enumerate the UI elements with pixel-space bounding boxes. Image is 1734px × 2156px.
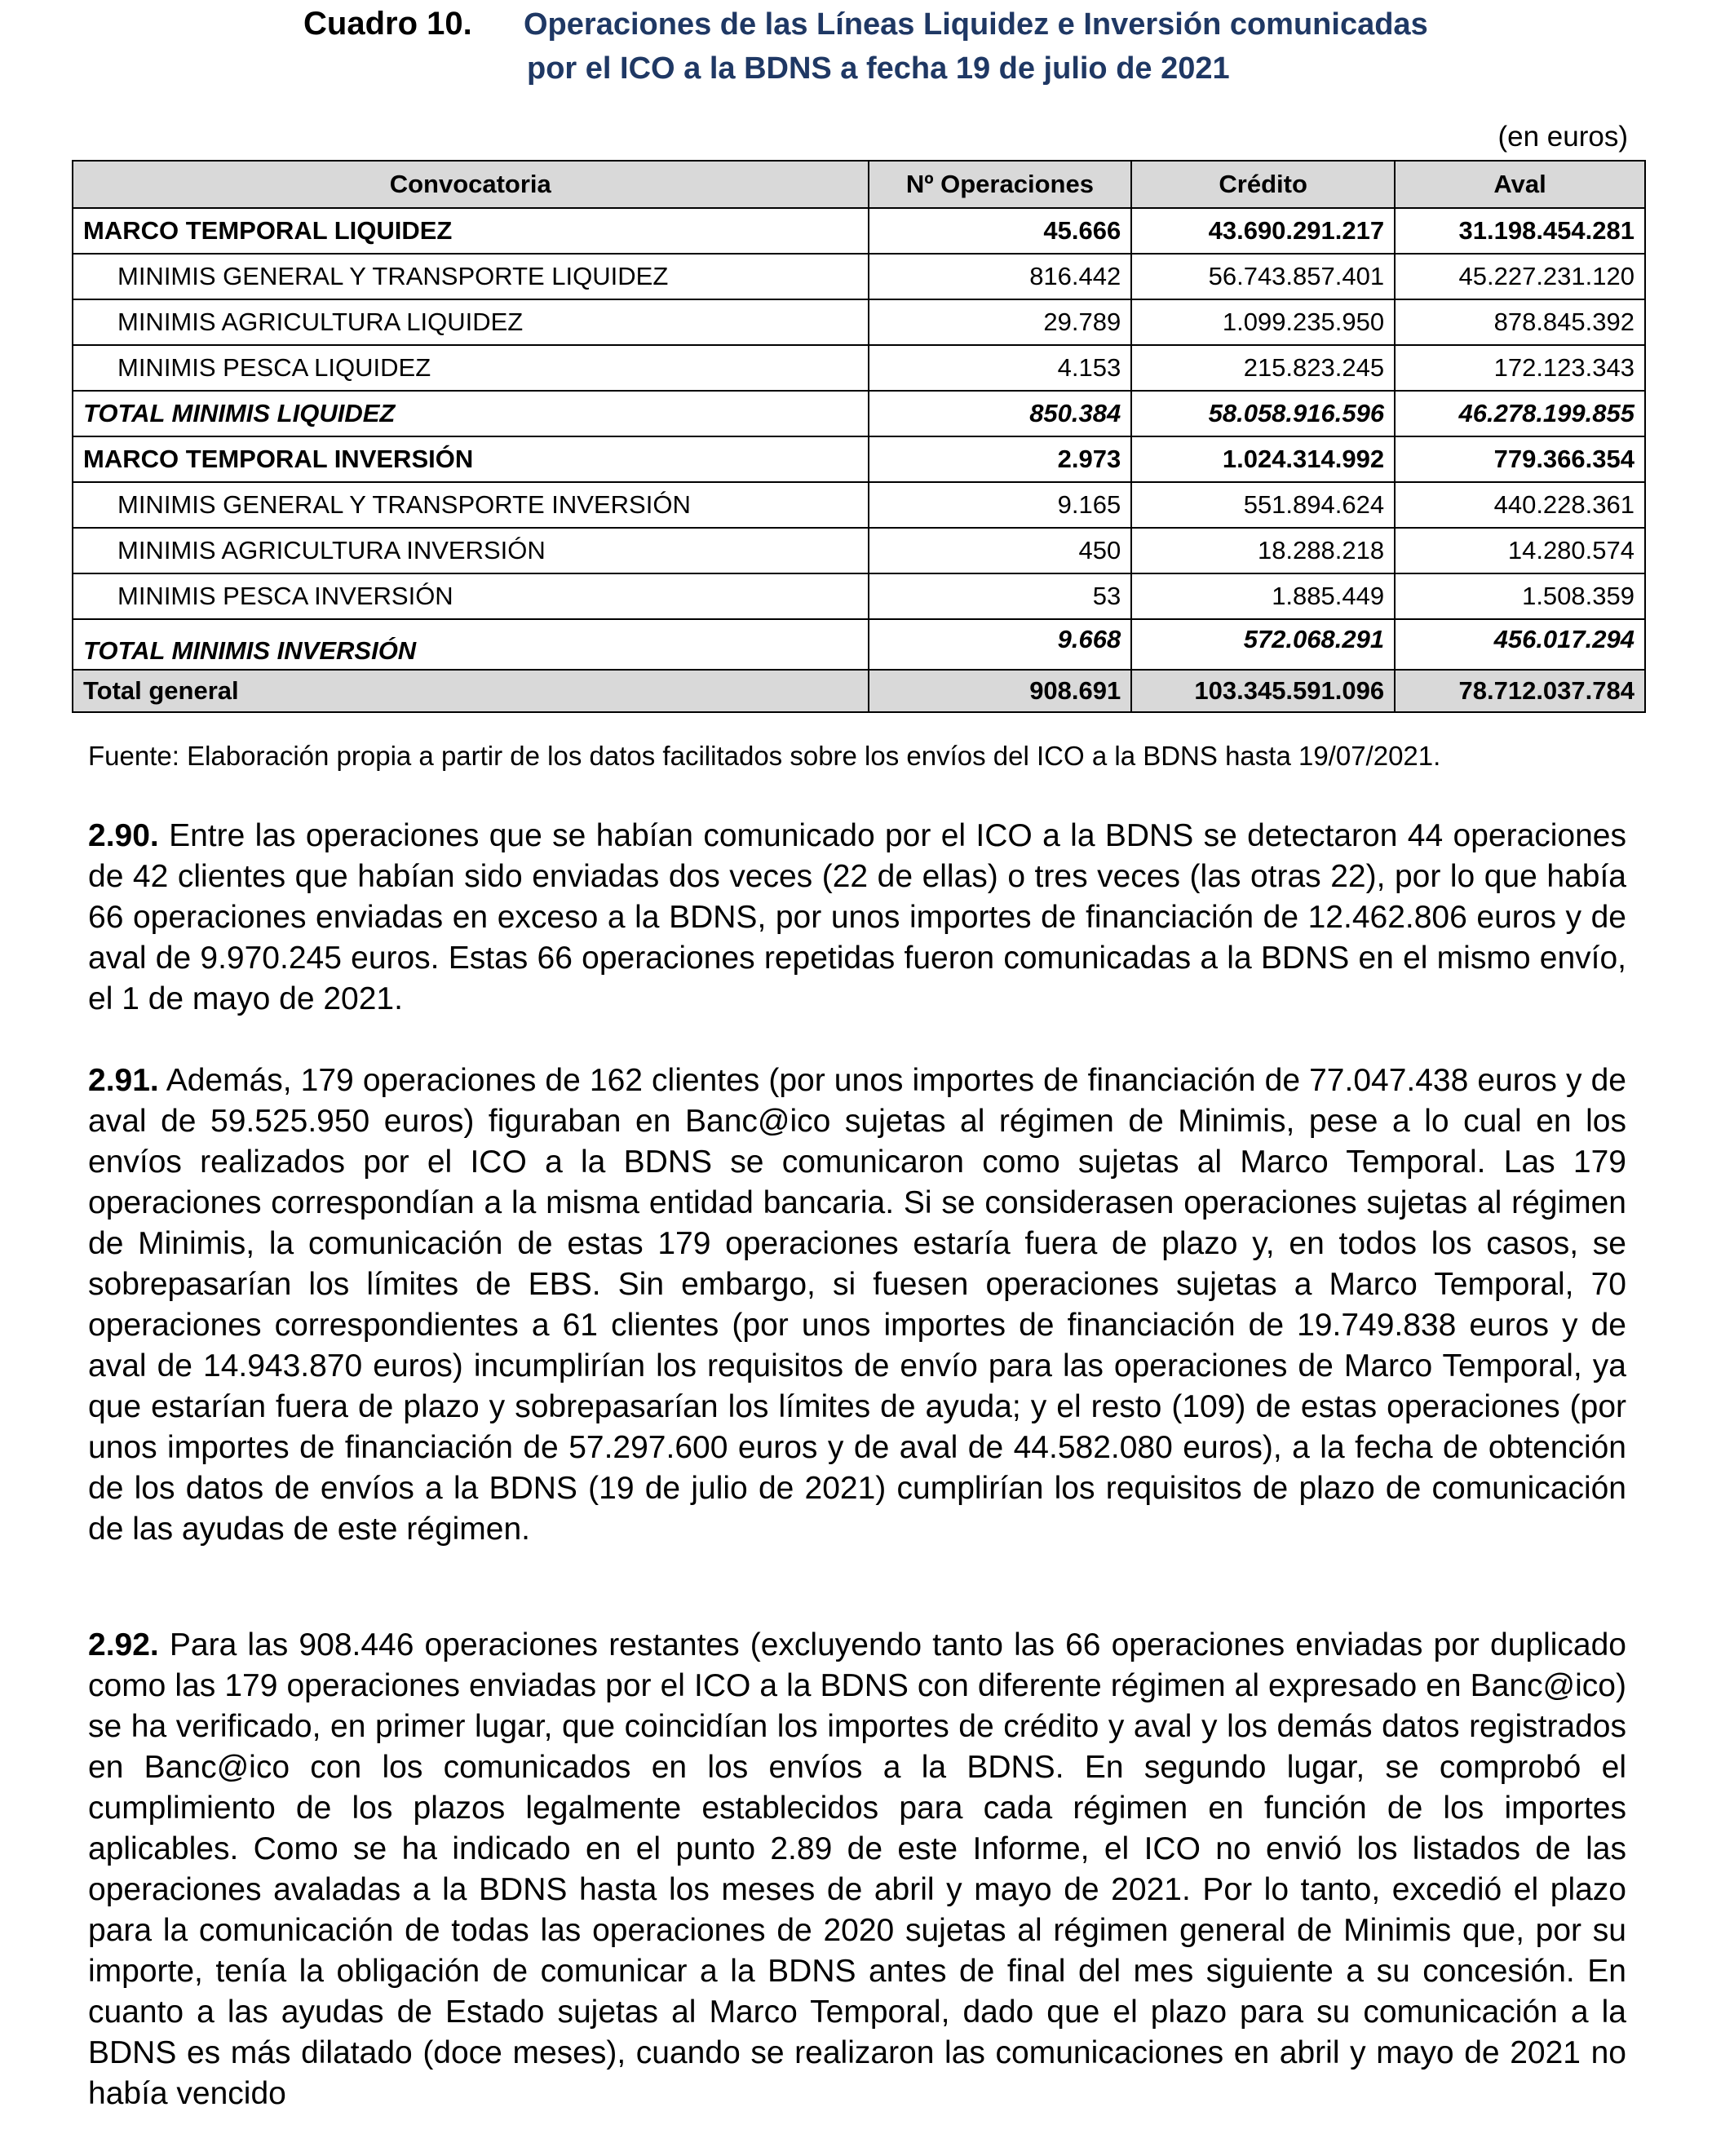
row-credito: 58.058.916.596	[1131, 391, 1395, 436]
row-ops: 850.384	[869, 391, 1132, 436]
row-ops: 29.789	[869, 299, 1132, 345]
header-credito: Crédito	[1131, 161, 1395, 208]
row-credito: 18.288.218	[1131, 528, 1395, 573]
row-aval: 1.508.359	[1395, 573, 1645, 619]
row-credito: 103.345.591.096	[1131, 670, 1395, 712]
paragraph-number: 2.90.	[88, 818, 159, 853]
table-source-note: Fuente: Elaboración propia a partir de los datos facilitados sobre los envíos del ICO a la BDNS hasta 19/07/2021.	[88, 741, 1441, 771]
row-credito: 1.024.314.992	[1131, 436, 1395, 482]
row-credito: 1.099.235.950	[1131, 299, 1395, 345]
row-aval: 46.278.199.855	[1395, 391, 1645, 436]
paragraph-2-91	[88, 1060, 1626, 1550]
row-credito: 56.743.857.401	[1131, 254, 1395, 299]
table-title	[303, 2, 1641, 91]
table-row-total	[73, 670, 1645, 712]
row-credito: 215.823.245	[1131, 345, 1395, 391]
row-ops: 908.691	[869, 670, 1132, 712]
row-label: Total general	[73, 670, 869, 712]
row-label: TOTAL MINIMIS INVERSIÓN	[73, 619, 869, 670]
paragraph-number: 2.92.	[88, 1627, 159, 1662]
row-ops: 4.153	[869, 345, 1132, 391]
row-aval: 31.198.454.281	[1395, 208, 1645, 254]
row-label: MARCO TEMPORAL LIQUIDEZ	[73, 208, 869, 254]
table-row-subtotal	[73, 391, 1645, 436]
header-aval: Aval	[1395, 161, 1645, 208]
row-label: MINIMIS GENERAL Y TRANSPORTE INVERSIÓN	[73, 482, 869, 528]
row-ops: 2.973	[869, 436, 1132, 482]
header-operaciones: Nº Operaciones	[869, 161, 1132, 208]
table-number-label: Cuadro 10.	[303, 6, 472, 42]
row-aval: 14.280.574	[1395, 528, 1645, 573]
paragraph-text: Entre las operaciones que se habían comunicado por el ICO a la BDNS se detectaron 44 operaciones de 42 clientes que habían sido enviadas dos veces (22 de ellas) o tres veces (las otras 22), por lo que había 66 operaciones enviadas en exceso a la BDNS, por unos importes de financiación de 12.462.806 euros y de aval de 9.970.245 euros. Estas 66 operaciones repetidas fueron comunicadas a la BDNS en el mismo envío, el 1 de mayo de 2021.	[88, 818, 1626, 1016]
row-label: MINIMIS AGRICULTURA LIQUIDEZ	[73, 299, 869, 345]
paragraph-2-92	[88, 1625, 1626, 2114]
paragraph-number: 2.91.	[88, 1063, 159, 1098]
row-credito: 551.894.624	[1131, 482, 1395, 528]
row-ops: 45.666	[869, 208, 1132, 254]
row-label: MINIMIS AGRICULTURA INVERSIÓN	[73, 528, 869, 573]
table-row	[73, 482, 1645, 528]
row-ops: 9.165	[869, 482, 1132, 528]
row-aval: 172.123.343	[1395, 345, 1645, 391]
units-label: (en euros)	[1497, 121, 1628, 153]
header-convocatoria: Convocatoria	[73, 161, 869, 208]
operations-table	[72, 160, 1646, 713]
row-aval: 456.017.294	[1395, 619, 1645, 670]
table-header-row	[73, 161, 1645, 208]
row-label: TOTAL MINIMIS LIQUIDEZ	[73, 391, 869, 436]
table-row	[73, 345, 1645, 391]
paragraph-2-90	[88, 816, 1626, 1020]
row-credito: 572.068.291	[1131, 619, 1395, 670]
row-aval: 78.712.037.784	[1395, 670, 1645, 712]
row-label: MINIMIS PESCA INVERSIÓN	[73, 573, 869, 619]
row-ops: 450	[869, 528, 1132, 573]
paragraph-text: Además, 179 operaciones de 162 clientes (por unos importes de financiación de 77.047.438 euros y de aval de 59.525.950 euros) figuraban en Banc@ico sujetas al régimen de Minimis, pese a lo cual en los envíos realizados por el ICO a la BDNS se comunicaron como sujetas al Marco Temporal. Las 179 operaciones correspondían a la misma entidad bancaria. Si se considerasen operaciones sujetas al régimen de Minimis, la comunicación de estas 179 operaciones estaría fuera de plazo y, en todos los casos, se sobrepasarían los límites de EBS. Sin embargo, si fuesen operaciones sujetas a Marco Temporal, 70 operaciones correspondientes a 61 clientes (por unos importes de financiación de 19.749.838 euros y de aval de 14.943.870 euros) incumplirían los requisitos de envío para las operaciones de Marco Temporal, ya que estarían fuera de plazo y sobrepasarían los límites de ayuda; y el resto (109) de estas operaciones (por unos importes de financiación de 57.297.600 euros y de aval de 44.582.080 euros), a la fecha de obtención de los datos de envíos a la BDNS (19 de julio de 2021) cumplirían los requisitos de plazo de comunicación de las ayudas de este régimen.	[88, 1063, 1626, 1547]
row-label: MINIMIS GENERAL Y TRANSPORTE LIQUIDEZ	[73, 254, 869, 299]
table-row-subtotal	[73, 619, 1645, 670]
paragraph-text: Para las 908.446 operaciones restantes (excluyendo tanto las 66 operaciones enviadas por duplicado como las 179 operaciones enviadas por el ICO a la BDNS con diferente régimen al expresado en Banc@ico) se ha verificado, en primer lugar, que coincidían los importes de crédito y aval y los demás datos registrados en Banc@ico con los comunicados en los envíos a la BDNS. En segundo lugar, se comprobó el cumplimiento de los plazos legalmente establecidos para cada régimen en función de los importes aplicables. Como se ha indicado en el punto 2.89 de este Informe, el ICO no envió los listados de las operaciones avaladas a la BDNS hasta los meses de abril y mayo de 2021. Por lo tanto, excedió el plazo para la comunicación de todas las operaciones de 2020 sujetas al régimen general de Minimis que, por su importe, tenía la obligación de comunicar a la BDNS antes de final del mes siguiente a su concesión. En cuanto a las ayudas de Estado sujetas al Marco Temporal, dado que el plazo para su comunicación a la BDNS es más dilatado (doce meses), cuando se realizaron las comunicaciones en abril y mayo de 2021 no había vencido	[88, 1627, 1626, 2111]
table-row	[73, 299, 1645, 345]
row-ops: 816.442	[869, 254, 1132, 299]
title-line-1: Operaciones de las Líneas Liquidez e Inversión comunicadas	[524, 7, 1428, 42]
row-label: MINIMIS PESCA LIQUIDEZ	[73, 345, 869, 391]
row-credito: 1.885.449	[1131, 573, 1395, 619]
table-row	[73, 528, 1645, 573]
table-row	[73, 436, 1645, 482]
title-line-2: por el ICO a la BDNS a fecha 19 de julio de 2021	[527, 51, 1230, 86]
row-aval: 440.228.361	[1395, 482, 1645, 528]
row-aval: 878.845.392	[1395, 299, 1645, 345]
table-row	[73, 573, 1645, 619]
table-row	[73, 208, 1645, 254]
row-aval: 779.366.354	[1395, 436, 1645, 482]
row-aval: 45.227.231.120	[1395, 254, 1645, 299]
table-row	[73, 254, 1645, 299]
row-ops: 53	[869, 573, 1132, 619]
row-label: MARCO TEMPORAL INVERSIÓN	[73, 436, 869, 482]
row-ops: 9.668	[869, 619, 1132, 670]
row-credito: 43.690.291.217	[1131, 208, 1395, 254]
